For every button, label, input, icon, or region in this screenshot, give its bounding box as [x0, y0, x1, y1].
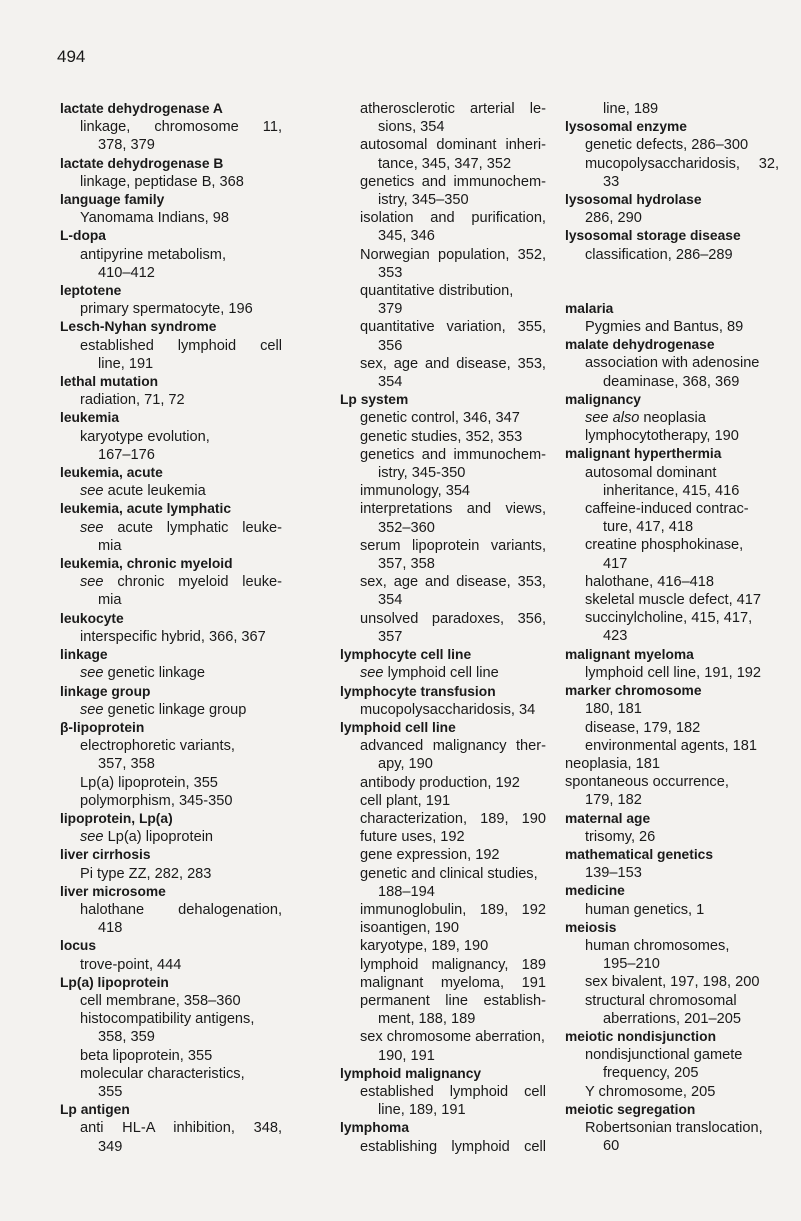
index-continuation: tance, 345, 347, 352 — [378, 155, 512, 172]
index-heading: L-dopa — [60, 228, 106, 244]
index-subentry: genetics and immunochem- — [360, 446, 546, 463]
index-subentry: human chromosomes, — [585, 937, 730, 954]
index-subentry: Yanomama Indians, 98 — [80, 210, 230, 227]
index-continuation: frequency, 205 — [603, 1065, 699, 1082]
index-subentry: immunoglobulin, 189, 192 — [360, 901, 546, 918]
index-continuation: deaminase, 368, 369 — [603, 373, 740, 390]
cross-reference-target: genetic linkage group — [103, 701, 247, 718]
index-continuation: line, 189 — [603, 101, 659, 117]
index-subentry: association with adenosine — [585, 355, 760, 372]
index-subentry: primary spermatocyte, 196 — [80, 301, 253, 318]
index-subentry: karyotype, 189, 190 — [360, 938, 489, 955]
index-heading: lymphoid malignancy — [340, 1065, 482, 1081]
index-continuation: 354 — [378, 374, 403, 391]
cross-reference-target: Lp(a) lipoprotein — [103, 829, 214, 846]
index-continuation: ment, 188, 189 — [378, 1011, 476, 1028]
index-subentry: sex bivalent, 197, 198, 200 — [585, 974, 760, 991]
index-subentry: permanent line establish- — [360, 992, 546, 1009]
index-heading: lipoprotein, Lp(a) — [60, 810, 173, 826]
index-subentry: quantitative variation, 355, — [360, 319, 546, 336]
index-subentry: lymphoid cell line, 191, 192 — [585, 664, 762, 681]
index-subentry: linkage, chromosome 11, — [80, 119, 282, 136]
index-subentry: histocompatibility antigens, — [80, 1011, 255, 1028]
index-subentry: classification, 286–289 — [585, 246, 733, 263]
index-continuation: line, 191 — [98, 355, 154, 372]
index-subentry: Pygmies and Bantus, 89 — [585, 319, 744, 336]
index-subentry: environmental agents, 181 — [585, 737, 757, 754]
see-label: see — [360, 665, 384, 682]
index-heading: Lp system — [340, 392, 409, 408]
index-continuation: 418 — [98, 920, 123, 937]
index-heading: meiotic nondisjunction — [565, 1028, 716, 1044]
cross-reference — [60, 701, 282, 719]
cross-reference — [60, 482, 282, 500]
index-page-refs: 139–153 — [585, 865, 642, 882]
index-subentry: polymorphism, 345-350 — [80, 792, 233, 809]
see-label: see — [80, 701, 104, 718]
cross-reference-target: lymphoid cell line — [383, 665, 499, 682]
index-subentry: isolation and purification, — [360, 210, 546, 227]
index-continuation: 352–360 — [378, 519, 435, 536]
index-subentry: sex, age and disease, 353, — [360, 355, 546, 372]
index-subentry: cell membrane, 358–360 — [80, 992, 241, 1009]
index-continuation: 188–194 — [378, 883, 435, 900]
index-heading: locus — [60, 938, 97, 954]
index-column-2 — [340, 100, 546, 1156]
index-heading: lethal mutation — [60, 374, 159, 390]
index-heading: meiosis — [565, 919, 617, 935]
index-continuation: 355 — [98, 1083, 123, 1100]
index-subentry: unsolved paradoxes, 356, — [360, 610, 546, 627]
index-subentry: autosomal dominant inheri- — [360, 137, 546, 154]
index-continuation: 349 — [98, 1138, 123, 1155]
index-subentry: radiation, 71, 72 — [80, 392, 185, 409]
index-continuation: 353 — [378, 264, 403, 281]
cross-reference — [60, 664, 282, 682]
index-heading: malignant hyperthermia — [565, 446, 722, 462]
cross-reference-target: acute leukemia — [103, 483, 206, 500]
index-heading: meiotic segregation — [565, 1101, 696, 1117]
index-subentry: creatine phosphokinase, — [585, 537, 744, 554]
index-subentry: electrophoretic variants, — [80, 738, 235, 755]
index-continuation: 354 — [378, 592, 403, 609]
index-continuation: 357 — [378, 628, 403, 645]
see-label: see — [80, 483, 104, 500]
index-subentry: sex, age and disease, 353, — [360, 574, 546, 591]
index-subentry: future uses, 192 — [360, 829, 465, 846]
index-subentry: interspecific hybrid, 366, 367 — [80, 628, 266, 645]
index-continuation: 379 — [378, 301, 403, 318]
see-label: see also — [585, 410, 640, 427]
index-subentry: genetic control, 346, 347 — [360, 410, 520, 427]
index-subentry: establishing lymphoid cell — [360, 1138, 546, 1155]
page-number: 494 — [57, 47, 86, 66]
index-subentry: genetic defects, 286–300 — [585, 137, 749, 154]
index-heading: lymphoma — [340, 1120, 409, 1136]
index-continuation: 356 — [378, 337, 403, 354]
index-continuation: 190, 191 — [378, 1047, 435, 1064]
index-heading: lymphocyte cell line — [340, 647, 472, 663]
index-continuation: istry, 345–350 — [378, 192, 469, 209]
index-continuation: 357, 358 — [98, 756, 155, 773]
index-subentry: nondisjunctional gamete — [585, 1047, 743, 1064]
index-heading: Lesch-Nyhan syndrome — [60, 319, 217, 335]
index-page-refs: 286, 290 — [585, 210, 642, 227]
index-heading: malignancy — [565, 391, 641, 407]
index-heading: lysosomal enzyme — [565, 119, 687, 135]
index-subentry: disease, 179, 182 — [585, 719, 701, 736]
index-heading: liver cirrhosis — [60, 847, 151, 863]
index-subentry: succinylcholine, 415, 417, — [585, 610, 753, 627]
index-subentry: caffeine-induced contrac- — [585, 501, 749, 518]
index-subentry: mucopolysaccharidosis, 32, — [585, 155, 779, 172]
index-heading: leukemia, acute lymphatic — [60, 501, 231, 517]
see-label: see — [80, 665, 104, 682]
index-subentry: structural chromosomal — [585, 992, 737, 1009]
index-page-refs: 179, 182 — [585, 792, 642, 809]
index-subentry: isoantigen, 190 — [360, 920, 459, 937]
index-subentry: karyotype evolution, — [80, 428, 210, 445]
index-page-refs: 180, 181 — [585, 701, 642, 718]
index-heading: lysosomal hydrolase — [565, 192, 702, 208]
index-continuation: 417 — [603, 555, 628, 572]
index-heading: leukemia, acute — [60, 465, 163, 481]
index-subentry: neoplasia, 181 — [565, 755, 660, 772]
index-heading: linkage — [60, 647, 108, 663]
index-subentry: human genetics, 1 — [585, 901, 705, 918]
index-column-3 — [565, 100, 779, 1155]
index-subentry: immunology, 354 — [360, 483, 471, 500]
cross-reference-target: genetic linkage — [103, 665, 205, 682]
index-continuation: 167–176 — [98, 446, 155, 463]
index-continuation: istry, 345-350 — [378, 465, 466, 482]
index-subentry: cell plant, 191 — [360, 792, 451, 809]
index-subentry: lymphoid malignancy, 189 — [360, 956, 546, 973]
index-subentry: autosomal dominant — [585, 464, 717, 481]
index-subentry: Lp(a) lipoprotein, 355 — [80, 774, 218, 791]
index-continuation: mia — [98, 592, 122, 609]
index-subentry: mucopolysaccharidosis, 34 — [360, 701, 536, 718]
index-continuation: 358, 359 — [98, 1029, 155, 1046]
index-heading: linkage group — [60, 683, 151, 699]
cross-reference-target: acute lymphatic leuke- — [103, 519, 282, 536]
see-label: see — [80, 519, 104, 536]
index-heading: maternal age — [565, 810, 651, 826]
index-continuation: 195–210 — [603, 956, 660, 973]
index-subentry: genetics and immunochem- — [360, 173, 546, 190]
index-subentry: sex chromosome aberration, — [360, 1029, 545, 1046]
index-heading: lymphocyte transfusion — [340, 683, 496, 699]
section-gap — [565, 264, 779, 300]
index-subentry: spontaneous occurrence, — [565, 774, 729, 791]
index-heading: leukemia — [60, 410, 120, 426]
index-subentry: established lymphoid cell — [360, 1083, 546, 1100]
index-subentry: Y chromosome, 205 — [585, 1083, 716, 1100]
cross-reference — [60, 519, 282, 537]
index-continuation: 33 — [603, 173, 620, 190]
index-subentry: lymphocytotherapy, 190 — [585, 428, 739, 445]
index-heading: malaria — [565, 300, 614, 316]
index-continuation: 378, 379 — [98, 137, 155, 154]
index-subentry: serum lipoprotein variants, — [360, 537, 546, 554]
index-continuation: 357, 358 — [378, 556, 435, 573]
index-continuation: mia — [98, 537, 122, 554]
cross-reference — [60, 573, 282, 591]
index-heading: lymphoid cell line — [340, 719, 456, 735]
index-subentry: antibody production, 192 — [360, 774, 520, 791]
index-subentry: linkage, peptidase B, 368 — [80, 173, 244, 190]
index-heading: Lp antigen — [60, 1102, 130, 1118]
index-subentry: quantitative distribution, — [360, 283, 514, 300]
index-subentry: established lymphoid cell — [80, 337, 282, 354]
index-heading: lactate dehydrogenase B — [60, 155, 224, 171]
index-subentry: beta lipoprotein, 355 — [80, 1047, 213, 1064]
index-subentry: trisomy, 26 — [585, 828, 656, 845]
index-heading: leptotene — [60, 283, 122, 299]
index-heading: mathematical genetics — [565, 846, 713, 862]
index-continuation: line, 189, 191 — [378, 1102, 466, 1119]
index-heading: lysosomal storage disease — [565, 228, 741, 244]
index-continuation: inheritance, 415, 416 — [603, 482, 740, 499]
index-continuation: sions, 354 — [378, 119, 445, 136]
index-continuation: ture, 417, 418 — [603, 519, 694, 536]
index-subentry: advanced malignancy ther- — [360, 738, 546, 755]
index-heading: language family — [60, 192, 165, 208]
index-subentry: trove-point, 444 — [80, 956, 182, 973]
index-subentry: Pi type ZZ, 282, 283 — [80, 865, 212, 882]
index-continuation: 423 — [603, 628, 628, 645]
index-subentry: halothane, 416–418 — [585, 573, 715, 590]
index-heading: Lp(a) lipoprotein — [60, 974, 169, 990]
index-subentry: malignant myeloma, 191 — [360, 974, 546, 991]
index-continuation: 345, 346 — [378, 228, 435, 245]
index-subentry: interpretations and views, — [360, 501, 546, 518]
index-subentry: Robertsonian translocation, — [585, 1119, 763, 1136]
index-subentry: characterization, 189, 190 — [360, 810, 546, 827]
cross-reference-target: chronic myeloid leuke- — [103, 574, 282, 591]
index-heading: malignant myeloma — [565, 646, 694, 662]
index-continuation: 60 — [603, 1138, 620, 1155]
index-subentry: antipyrine metabolism, — [80, 246, 227, 263]
index-subentry: molecular characteristics, — [80, 1065, 245, 1082]
index-subentry: anti HL-A inhibition, 348, — [80, 1120, 282, 1137]
index-heading: leukemia, chronic myeloid — [60, 556, 233, 572]
index-column-1 — [60, 100, 282, 1156]
index-heading: β-lipoprotein — [60, 719, 145, 735]
see-label: see — [80, 574, 104, 591]
index-continuation: 410–412 — [98, 264, 155, 281]
cross-reference — [565, 409, 779, 427]
index-subentry: atherosclerotic arterial le- — [360, 101, 546, 117]
index-heading: marker chromosome — [565, 683, 702, 699]
index-subentry: genetic and clinical studies, — [360, 865, 538, 882]
index-subentry: gene expression, 192 — [360, 847, 500, 864]
index-heading: leukocyte — [60, 610, 124, 626]
index-subentry: halothane dehalogenation, — [80, 901, 282, 918]
index-continuation: apy, 190 — [378, 756, 433, 773]
index-subentry: Norwegian population, 352, — [360, 246, 546, 263]
cross-reference — [340, 664, 546, 682]
cross-reference-target: neoplasia — [639, 410, 706, 427]
index-heading: liver microsome — [60, 883, 166, 899]
index-heading: lactate dehydrogenase A — [60, 101, 223, 116]
index-subentry: skeletal muscle defect, 417 — [585, 592, 762, 609]
cross-reference — [60, 828, 282, 846]
index-subentry: genetic studies, 352, 353 — [360, 428, 523, 445]
index-continuation: aberrations, 201–205 — [603, 1010, 741, 1027]
index-heading: malate dehydrogenase — [565, 337, 715, 353]
see-label: see — [80, 829, 104, 846]
index-heading: medicine — [565, 883, 625, 899]
